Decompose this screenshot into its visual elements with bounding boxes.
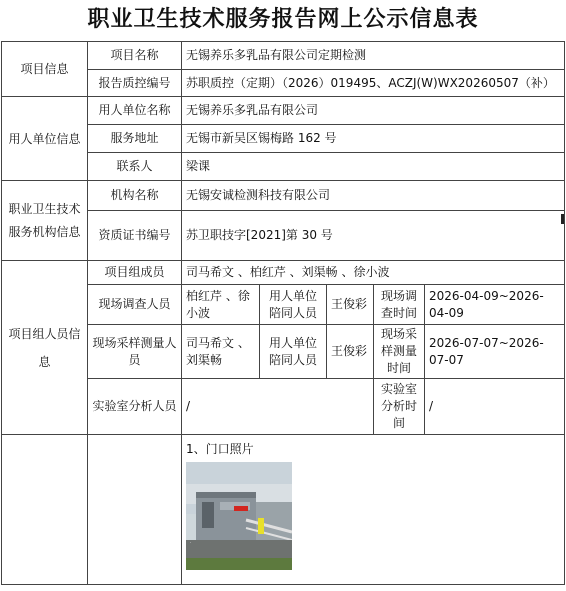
- agency-name-label: 机构名称: [88, 181, 182, 211]
- photo-cell: [182, 435, 565, 585]
- photo-caption: 1、门口照片: [186, 442, 254, 456]
- project-name-label: 项目名称: [88, 42, 182, 70]
- lab-time-label: 实验室分析时间: [374, 379, 425, 435]
- employer-section-label: 用人单位信息: [2, 97, 88, 181]
- project-name-value: 无锡养乐多乳品有限公司定期检测: [182, 42, 565, 70]
- lab-time-value: /: [425, 379, 565, 435]
- sampling-staff-label: 现场采样测量人员: [88, 325, 182, 379]
- survey-escort-value: 王俊彩: [327, 285, 374, 325]
- survey-staff-value: 柏红芹 、徐小波: [182, 285, 260, 325]
- lab-staff-label: 实验室分析人员: [88, 379, 182, 435]
- sampling-time-value: 2026-07-07~2026-07-07: [425, 325, 565, 379]
- employer-name-value: 无锡养乐多乳品有限公司: [182, 97, 565, 125]
- report-number-label: 报告质控编号: [88, 70, 182, 97]
- table-edge-marker: [561, 214, 564, 224]
- team-members-value: 司马希文 、柏红芹 、刘渠畅 、徐小波: [182, 261, 565, 285]
- sampling-escort-label: 用人单位陪同人员: [260, 325, 327, 379]
- sampling-staff-value: 司马希文 、刘渠畅: [182, 325, 260, 379]
- team-members-label: 项目组成员: [88, 261, 182, 285]
- survey-time-value: 2026-04-09~2026-04-09: [425, 285, 565, 325]
- survey-time-label: 现场调查时间: [374, 285, 425, 325]
- contact-value: 梁课: [182, 153, 565, 181]
- team-section-label: 项目组人员信息: [2, 261, 88, 435]
- service-address-value: 无锡市新吴区锡梅路 162 号: [182, 125, 565, 153]
- report-number-value: 苏职质控（定期）（2026）019495、ACZJ(W)WX20260507（补）: [182, 70, 565, 97]
- page-title: 职业卫生技术服务报告网上公示信息表: [87, 6, 479, 32]
- entrance-photo: [186, 462, 292, 570]
- photo-row-blank-2: [88, 435, 182, 585]
- agency-name-value: 无锡安诚检测科技有限公司: [182, 181, 565, 211]
- info-table: [1, 41, 565, 585]
- agency-section-label: 职业卫生技术服务机构信息: [2, 181, 88, 261]
- sampling-time-label: 现场采样测量时间: [374, 325, 425, 379]
- survey-escort-label: 用人单位陪同人员: [260, 285, 327, 325]
- certificate-number-label: 资质证书编号: [88, 211, 182, 261]
- sampling-escort-value: 王俊彩: [327, 325, 374, 379]
- svg-text:·: ·: [190, 540, 192, 545]
- contact-label: 联系人: [88, 153, 182, 181]
- employer-name-label: 用人单位名称: [88, 97, 182, 125]
- certificate-number-value: 苏卫职技字[2021]第 30 号: [182, 211, 565, 261]
- service-address-label: 服务地址: [88, 125, 182, 153]
- project-section-label: 项目信息: [2, 42, 88, 97]
- lab-staff-value: /: [182, 379, 374, 435]
- photo-row-blank: [2, 435, 88, 585]
- survey-staff-label: 现场调查人员: [88, 285, 182, 325]
